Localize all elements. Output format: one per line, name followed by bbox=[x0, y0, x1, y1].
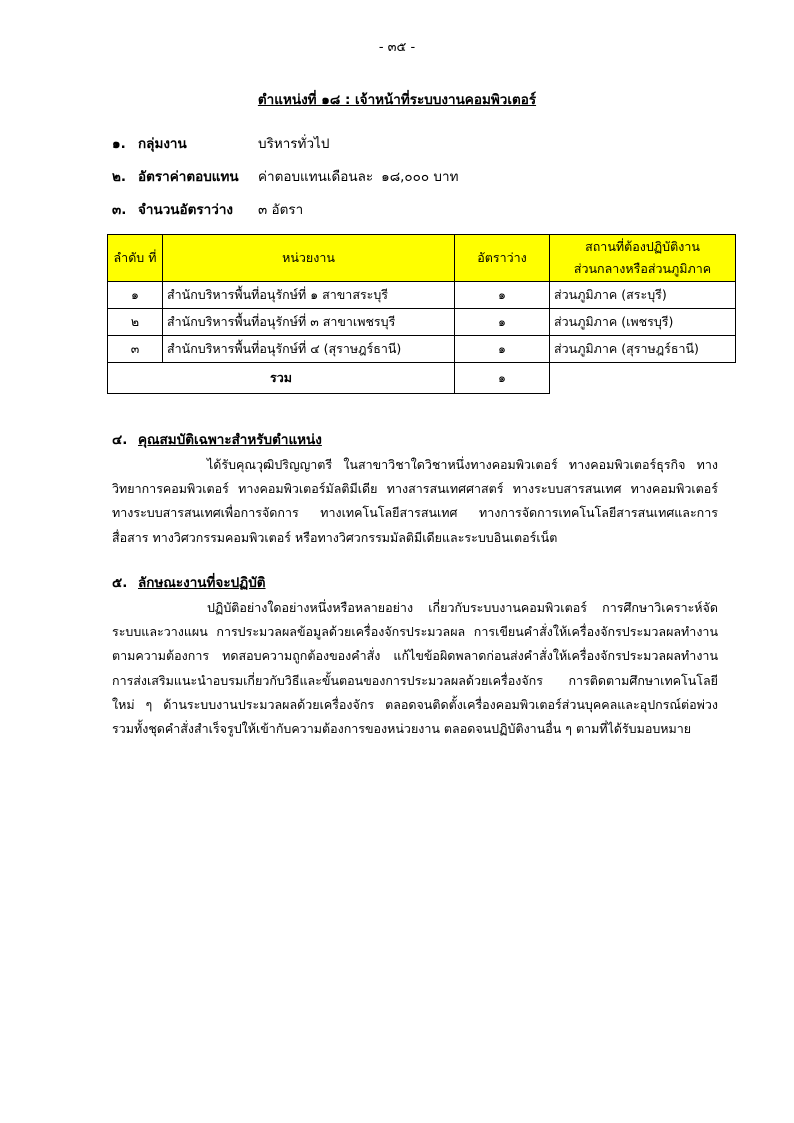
info-number: ๒. bbox=[112, 169, 127, 185]
header-seq: ลำดับ ที่ bbox=[108, 235, 163, 282]
vacancy-table bbox=[107, 234, 736, 394]
section-5-heading bbox=[112, 575, 266, 593]
header-unit: หน่วยงาน bbox=[163, 235, 455, 282]
section-number: ๕. bbox=[112, 575, 128, 591]
section-title: คุณสมบัติเฉพาะสำหรับตำแหน่ง bbox=[138, 432, 322, 448]
cell-location: ส่วนภูมิภาค (สระบุรี) bbox=[550, 282, 736, 309]
cell-unit: สำนักบริหารพื้นที่อนุรักษ์ที่ ๑ สาขาสระบุรี bbox=[163, 282, 455, 309]
section-number: ๔. bbox=[112, 432, 128, 448]
cell-unit: สำนักบริหารพื้นที่อนุรักษ์ที่ ๔ (สุราษฎร์ธานี) bbox=[163, 336, 455, 363]
empty-cell bbox=[550, 363, 736, 394]
info-number: ๓. bbox=[112, 202, 127, 218]
cell-seq: ๑ bbox=[108, 282, 163, 309]
info-number: ๑. bbox=[112, 136, 126, 152]
header-location-line2: ส่วนกลางหรือส่วนภูมิภาค bbox=[573, 261, 712, 276]
section-title: ลักษณะงานที่จะปฏิบัติ bbox=[138, 575, 266, 591]
section-4-body: ได้รับคุณวุฒิปริญญาตรี ในสาขาวิชาใดวิชาหนึ่งทางคอมพิวเตอร์ ทางคอมพิวเตอร์ธุรกิจ ทางวิทยาการคอมพิวเตอร์ ทางคอมพิวเตอร์มัลติมีเดีย ทางสารสนเทศศาสตร์ ทางระบบสารสนเทศ ทางคอมพิวเตอร์ ทางระบบสารสนเทศเพื่อการจัดการ ทางเทคโนโลยีสารสนเทศ ทางการจัดการเทคโนโลยีสารสนเทศและการสื่อสาร ทางวิศวกรรมคอมพิวเตอร์ หรือทางวิศวกรรมมัลติมีเดียและระบบอินเตอร์เน็ต bbox=[112, 457, 718, 545]
cell-seq: ๓ bbox=[108, 336, 163, 363]
total-value: ๑ bbox=[455, 363, 550, 394]
info-value: ๓ อัตรา bbox=[258, 202, 304, 218]
header-location-line1: สถานที่ต้องปฏิบัติงาน bbox=[585, 239, 700, 254]
cell-seq: ๒ bbox=[108, 309, 163, 336]
table-row bbox=[108, 282, 736, 309]
cell-vacancy: ๑ bbox=[455, 336, 550, 363]
info-label: จำนวนอัตราว่าง bbox=[138, 202, 233, 218]
info-value: บริหารทั่วไป bbox=[258, 136, 330, 152]
page-number: - ๓๕ - bbox=[378, 40, 416, 55]
header-location bbox=[550, 235, 736, 282]
cell-vacancy: ๑ bbox=[455, 309, 550, 336]
section-4-heading bbox=[112, 432, 322, 450]
info-value bbox=[258, 167, 458, 187]
table-total-row bbox=[108, 363, 736, 394]
table-row bbox=[108, 309, 736, 336]
section-5-body: ปฏิบัติอย่างใดอย่างหนึ่งหรือหลายอย่าง เกี่ยวกับระบบงานคอมพิวเตอร์ การศึกษาวิเคราะห์จัดระบบและวางแผน การประมวลผลข้อมูลด้วยเครื่องจักรประมวลผล การเขียนคำสั่งให้เครื่องจักรประมวลผลทำงานตามความต้องการ ทดสอบความถูกต้องของคำสั่ง แก้ไขข้อผิดพลาดก่อนส่งคำสั่งให้เครื่องจักรประมวลผลทำงาน การส่งเสริมแนะนำอบรมเกี่ยวกับวิธีและขั้นตอนของการประมวลผลด้วยเครื่องจักร การติดตามศึกษาเทคโนโลยีใหม่ ๆ ด้านระบบงานประมวลผลด้วยเครื่องจักร ตลอดจนติดตั้งเครื่องคอมพิวเตอร์ส่วนบุคคลและอุปกรณ์ต่อพ่วง รวมทั้งชุดคำสั่งสำเร็จรูปให้เข้ากับความต้องการของหน่วยงาน ตลอดจนปฏิบัติงานอื่น ๆ ตามที่ได้รับมอบหมาย bbox=[112, 600, 718, 737]
info-label: กลุ่มงาน bbox=[138, 136, 187, 152]
cell-location: ส่วนภูมิภาค (เพชรบุรี) bbox=[550, 309, 736, 336]
cell-vacancy: ๑ bbox=[455, 282, 550, 309]
cell-location: ส่วนภูมิภาค (สุราษฎร์ธานี) bbox=[550, 336, 736, 363]
table-row bbox=[108, 336, 736, 363]
cell-unit: สำนักบริหารพื้นที่อนุรักษ์ที่ ๓ สาขาเพชรบุรี bbox=[163, 309, 455, 336]
header-vacancy: อัตราว่าง bbox=[455, 235, 550, 282]
compensation-amount: ๑๘,๐๐๐ บาท bbox=[381, 169, 459, 185]
info-label: อัตราค่าตอบแทน bbox=[138, 169, 239, 185]
compensation-text: ค่าตอบแทนเดือนละ bbox=[258, 169, 374, 185]
position-title: ตำแหน่งที่ ๑๘ : เจ้าหน้าที่ระบบงานคอมพิวเตอร์ bbox=[257, 92, 537, 108]
total-label: รวม bbox=[108, 363, 455, 394]
table-header-row bbox=[108, 235, 736, 282]
